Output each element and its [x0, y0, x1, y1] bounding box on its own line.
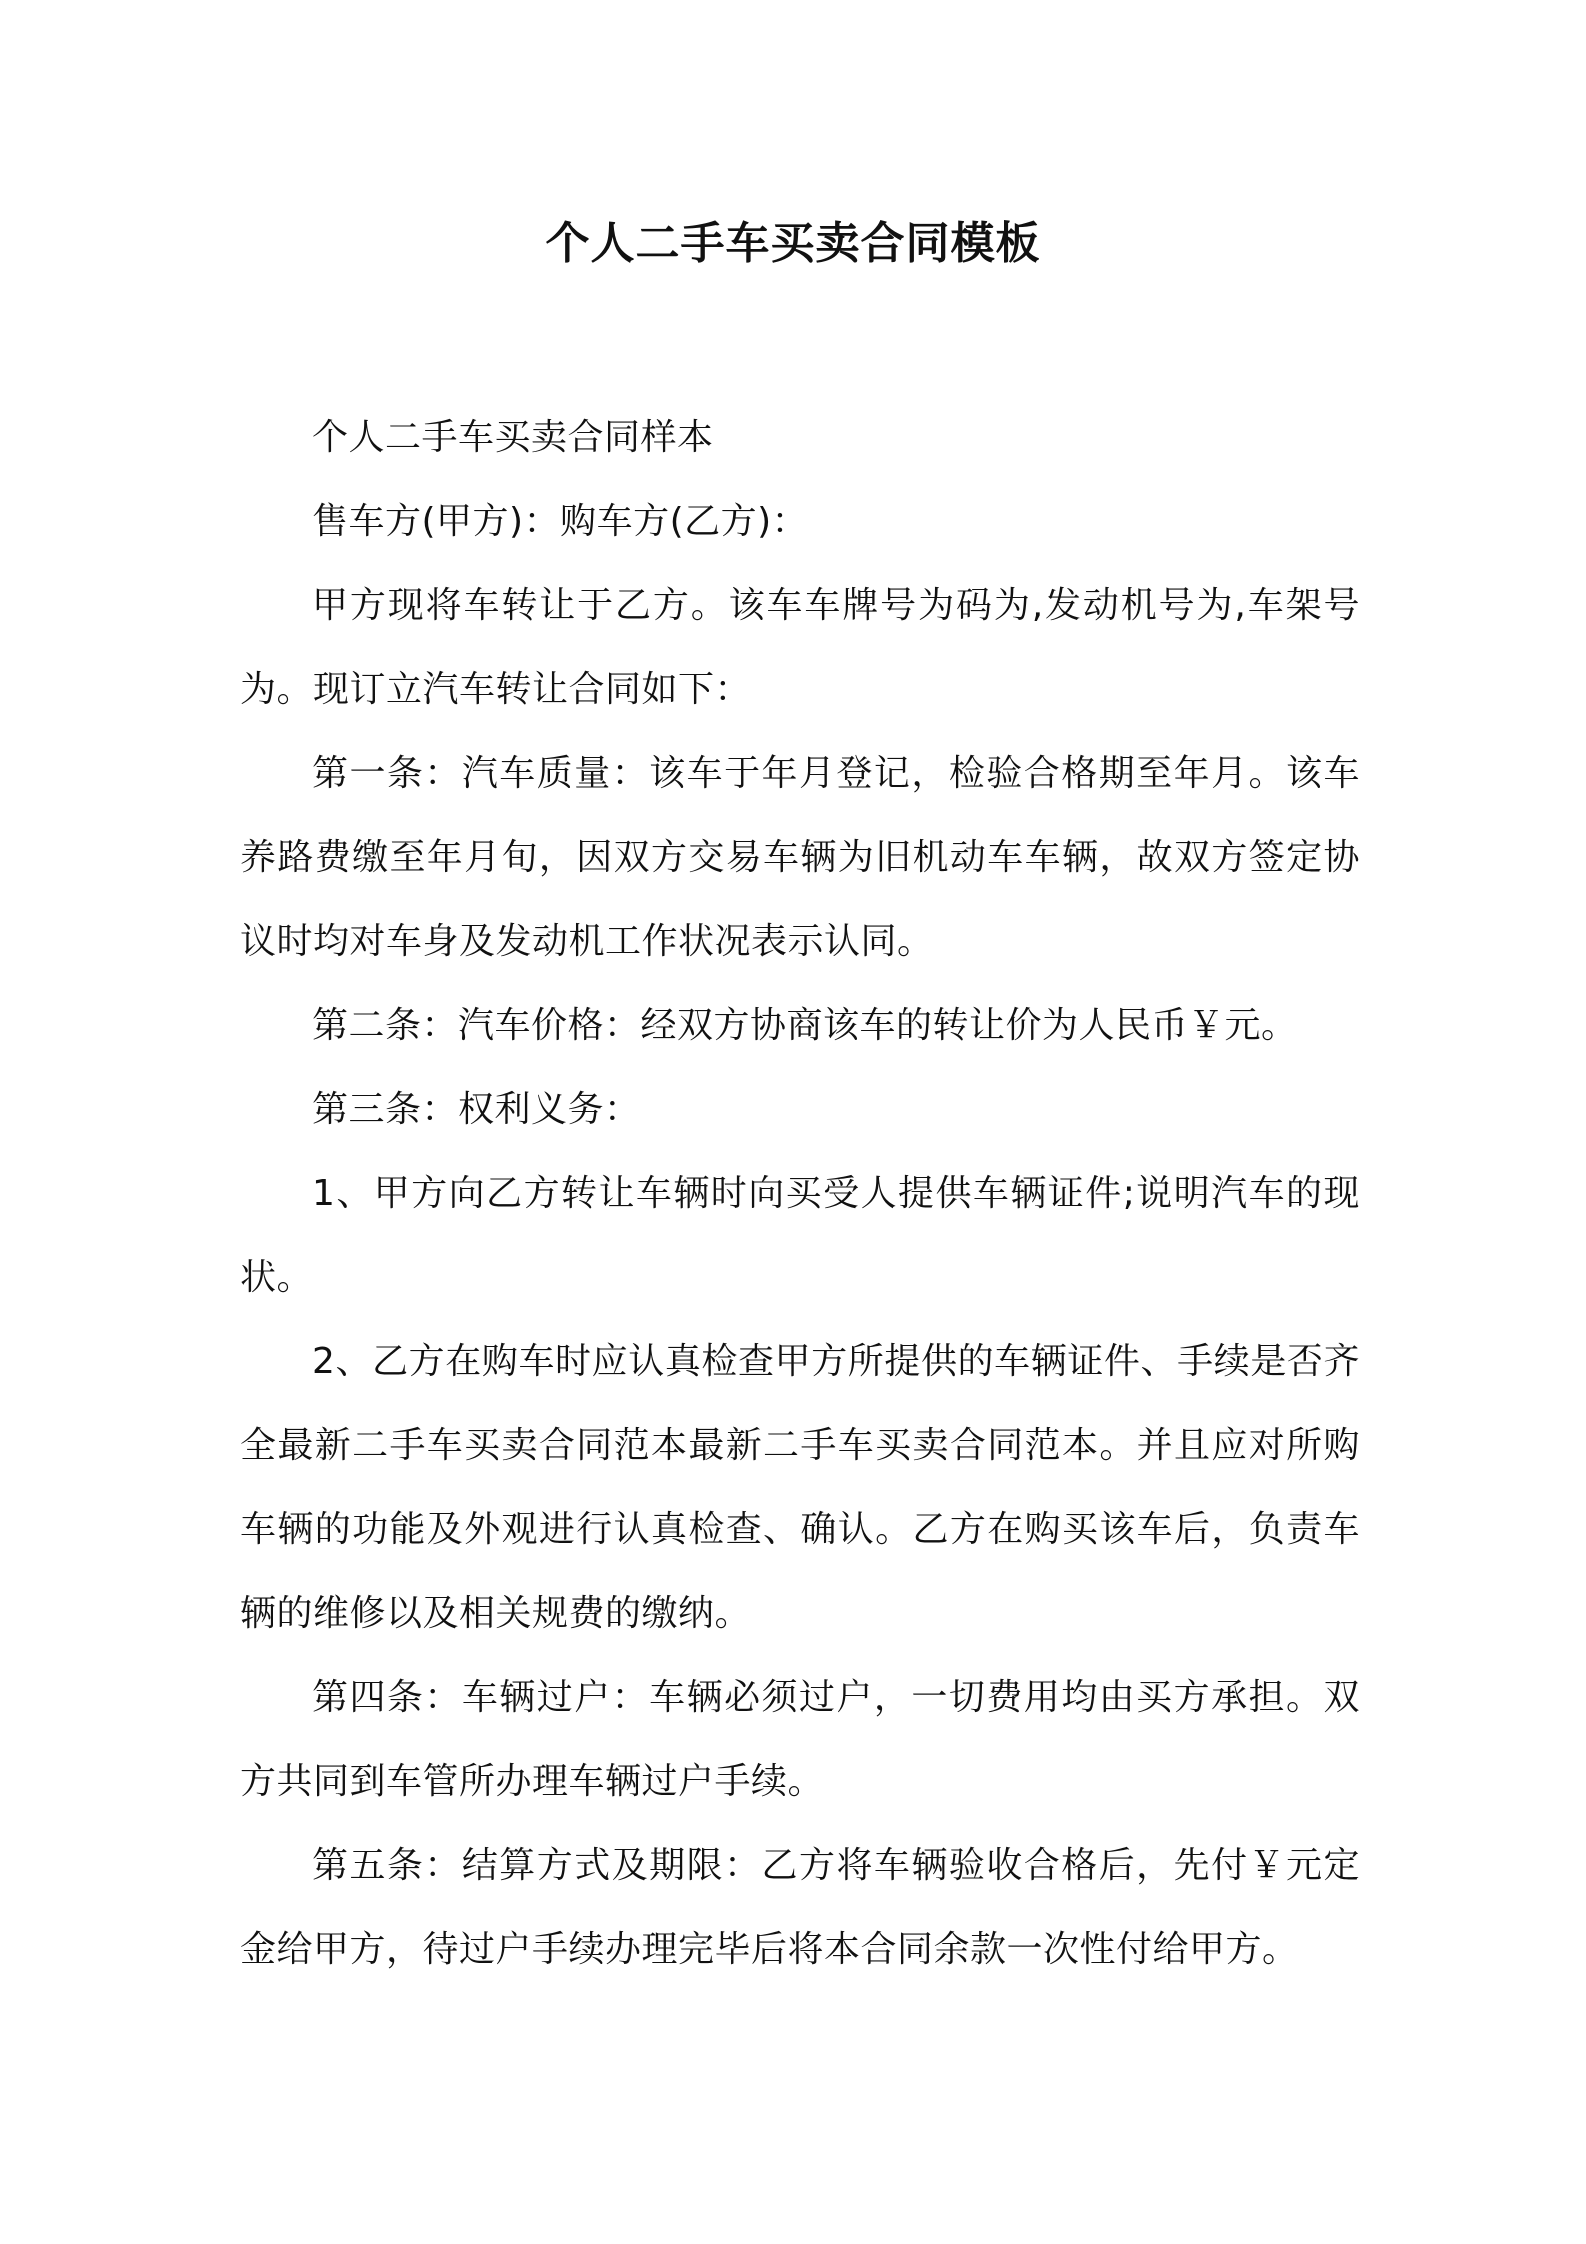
document-body — [240, 396, 1360, 1992]
paragraph-article-3-item-1: 1、甲方向乙方转让车辆时向买受人提供车辆证件;说明汽车的现状。 — [240, 1173, 1360, 1298]
paragraph-article-3: 第三条：权利义务： — [312, 1089, 641, 1130]
paragraph-article-1: 第一条：汽车质量：该车于年月登记，检验合格期至年月。该车养路费缴至年月旬，因双方交易车辆为旧机动车车辆，故双方签定协议时均对车身及发动机工作状况表示认同。 — [240, 753, 1360, 962]
paragraph-intro: 甲方现将车转让于乙方。该车车牌号为码为,发动机号为,车架号为。现订立汽车转让合同如下： — [240, 585, 1360, 710]
paragraph-article-4: 第四条：车辆过户：车辆必须过户，一切费用均由买方承担。双方共同到车管所办理车辆过户手续。 — [240, 1677, 1360, 1802]
document-title: 个人二手车买卖合同模板 — [545, 218, 1041, 269]
paragraph-article-5: 第五条：结算方式及期限：乙方将车辆验收合格后，先付￥元定金给甲方，待过户手续办理完毕后将本合同余款一次性付给甲方。 — [240, 1845, 1360, 1970]
paragraph-article-2: 第二条：汽车价格：经双方协商该车的转让价为人民币￥元。 — [312, 1005, 1298, 1046]
paragraph-sample-heading: 个人二手车买卖合同样本 — [312, 417, 714, 458]
paragraph-article-3-item-2: 2、乙方在购车时应认真检查甲方所提供的车辆证件、手续是否齐全最新二手车买卖合同范本最新二手车买卖合同范本。并且应对所购车辆的功能及外观进行认真检查、确认。乙方在购买该车后，负责车辆的维修以及相关规费的缴纳。 — [240, 1341, 1360, 1634]
paragraph-parties: 售车方(甲方)：购车方(乙方)： — [312, 501, 809, 542]
